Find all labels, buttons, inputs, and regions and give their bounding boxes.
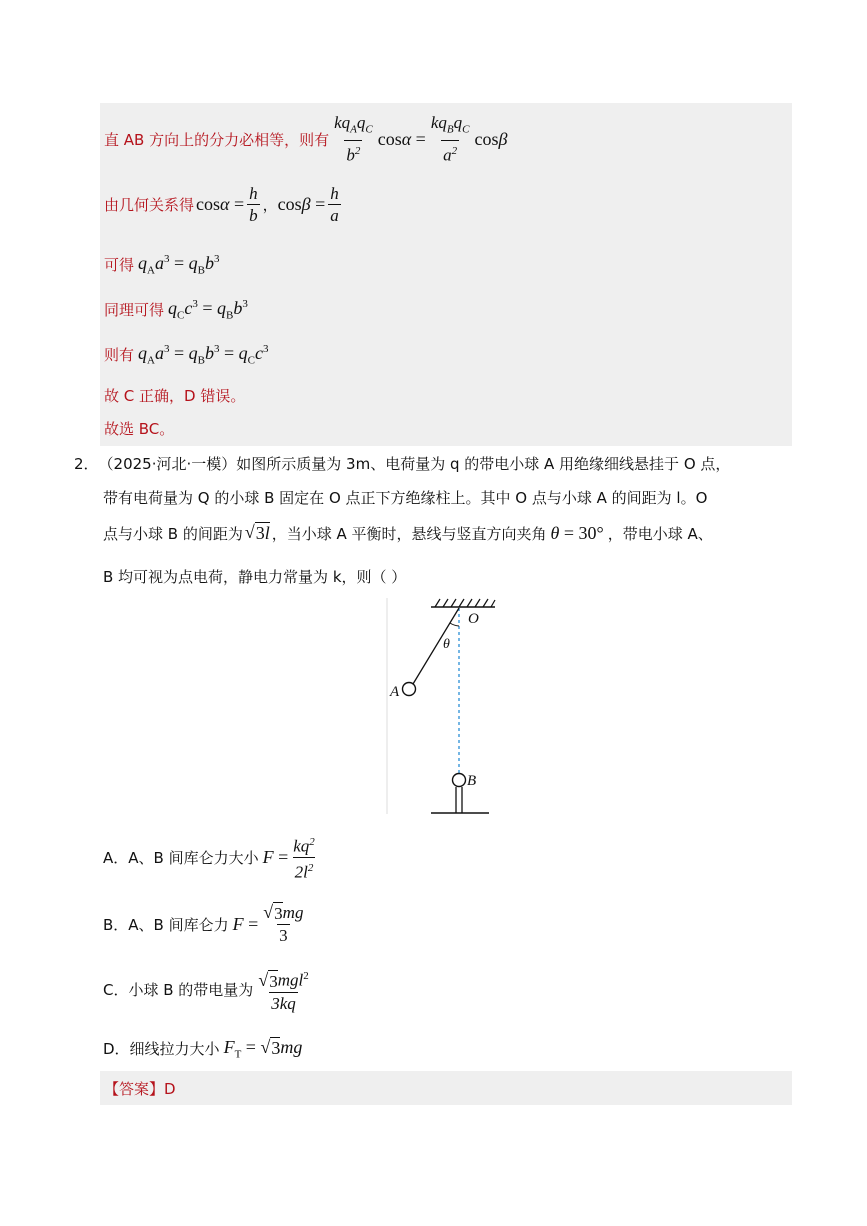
solution-line-7-text: 故选 BC。	[104, 420, 175, 438]
option-a	[103, 832, 320, 882]
formula-numerator: $kq_Aq_C$	[334, 113, 373, 136]
label-o: O	[468, 611, 479, 627]
formula-denominator: a	[330, 206, 339, 225]
formula-denominator: 3kq	[271, 993, 296, 1013]
solution-line-2	[104, 183, 344, 226]
question-text-3c: ，带电小球 A、	[607, 524, 713, 543]
ball-b	[453, 774, 466, 787]
formula-text: $q_Aa^3 = q_Bb^3 = q_Cc^3$	[138, 343, 269, 367]
option-b	[103, 902, 308, 946]
solution-line-3-text: 可得	[104, 256, 135, 275]
pendulum-figure	[385, 596, 500, 818]
formula-denominator: $b^2$	[344, 140, 362, 166]
solution-line-6-text: 故 C 正确，D 错误。	[104, 387, 246, 405]
formula-fraction	[291, 832, 317, 882]
option-c	[103, 966, 314, 1014]
solution-line-2-text: 由几何关系得	[104, 196, 195, 214]
option-d-formula: $F_T$ = √ 3 mg	[223, 1037, 303, 1061]
question-text-3b: ，当小球 A 平衡时，悬线与竖直方向夹角	[271, 524, 547, 543]
question-text-2: 带有电荷量为 Q 的小球 B 固定在 O 点正下方绝缘柱上。其中 O 点与小球 A 的间距为 l。O	[103, 489, 708, 507]
formula-fraction	[261, 902, 305, 946]
sqrt-3l: √ 3l	[244, 522, 270, 543]
formula-text: $q_Cc^3 = q_Bb^3$	[168, 298, 248, 322]
question-text-1: 如图所示质量为 3m、电荷量为 q 的带电小球 A 用绝缘细线悬挂于 O 点，	[236, 455, 731, 473]
solution-line-5	[104, 343, 268, 367]
solution-line-7	[104, 418, 174, 439]
formula-fraction	[429, 112, 472, 166]
formula-text: ，	[262, 196, 278, 214]
formula-fraction	[247, 183, 260, 226]
solution-line-1	[104, 112, 507, 166]
question-line-2	[103, 487, 707, 508]
ball-a	[403, 683, 416, 696]
formula-fraction	[328, 183, 341, 226]
answer-value: D	[164, 1079, 176, 1098]
option-a-formula: F =	[262, 846, 289, 867]
formula-numerator: √ 3 mg	[263, 902, 304, 923]
question-line-1	[74, 453, 730, 474]
formula-numerator: h	[249, 184, 258, 203]
formula-fraction	[332, 112, 375, 166]
solution-line-4-text: 同理可得	[104, 301, 165, 320]
answer-label: 【答案】	[104, 1080, 165, 1098]
option-b-text: B．A、B 间库仑力	[103, 915, 229, 934]
answer-line	[104, 1078, 176, 1099]
formula-numerator: $kq^2$	[293, 836, 315, 856]
formula-denominator: $2l^2$	[293, 857, 316, 883]
answer-block	[100, 1071, 792, 1105]
question-line-4	[103, 566, 406, 587]
label-theta: θ	[443, 637, 450, 652]
solution-line-3	[104, 253, 219, 277]
theta-equation: θ = 30°	[550, 522, 604, 543]
formula-text: $q_Aa^3 = q_Bb^3$	[138, 253, 220, 277]
option-d-text: D．细线拉力大小	[103, 1040, 220, 1059]
question-number: 2．	[74, 455, 99, 473]
question-text-3a: 点与小球 B 的间距为	[103, 524, 243, 543]
formula-text: cosβ =	[277, 194, 326, 214]
solution-line-1-text: 直 AB 方向上的分力必相等，则有	[104, 130, 330, 149]
formula-text: cosα =	[377, 128, 426, 149]
formula-text: cosα =	[196, 194, 245, 214]
solution-line-6	[104, 385, 245, 406]
option-a-text: A．A、B 间库仑力大小	[103, 848, 259, 867]
solution-line-4	[104, 298, 248, 322]
formula-denominator: $a^2$	[441, 140, 459, 166]
figure-background	[387, 598, 498, 816]
formula-numerator: $kq_Bq_C$	[430, 113, 470, 136]
formula-numerator: √ 3 mgl$^2$	[258, 969, 309, 991]
formula-text: cosβ	[474, 128, 508, 149]
formula-fraction	[256, 966, 310, 1014]
formula-denominator: 3	[279, 926, 288, 945]
formula-numerator: h	[330, 184, 339, 203]
question-line-3	[103, 522, 713, 544]
label-a: A	[390, 684, 400, 700]
question-text-4: B 均可视为点电荷，静电力常量为 k，则（ ）	[103, 568, 407, 586]
option-d	[103, 1037, 302, 1061]
solution-line-5-text: 则有	[104, 346, 135, 365]
question-source: （2025·河北·一模）	[98, 455, 237, 473]
option-c-text: C．小球 B 的带电量为	[103, 981, 254, 1000]
option-b-formula: F =	[232, 913, 259, 934]
formula-denominator: b	[249, 206, 258, 225]
label-b: B	[467, 773, 477, 789]
